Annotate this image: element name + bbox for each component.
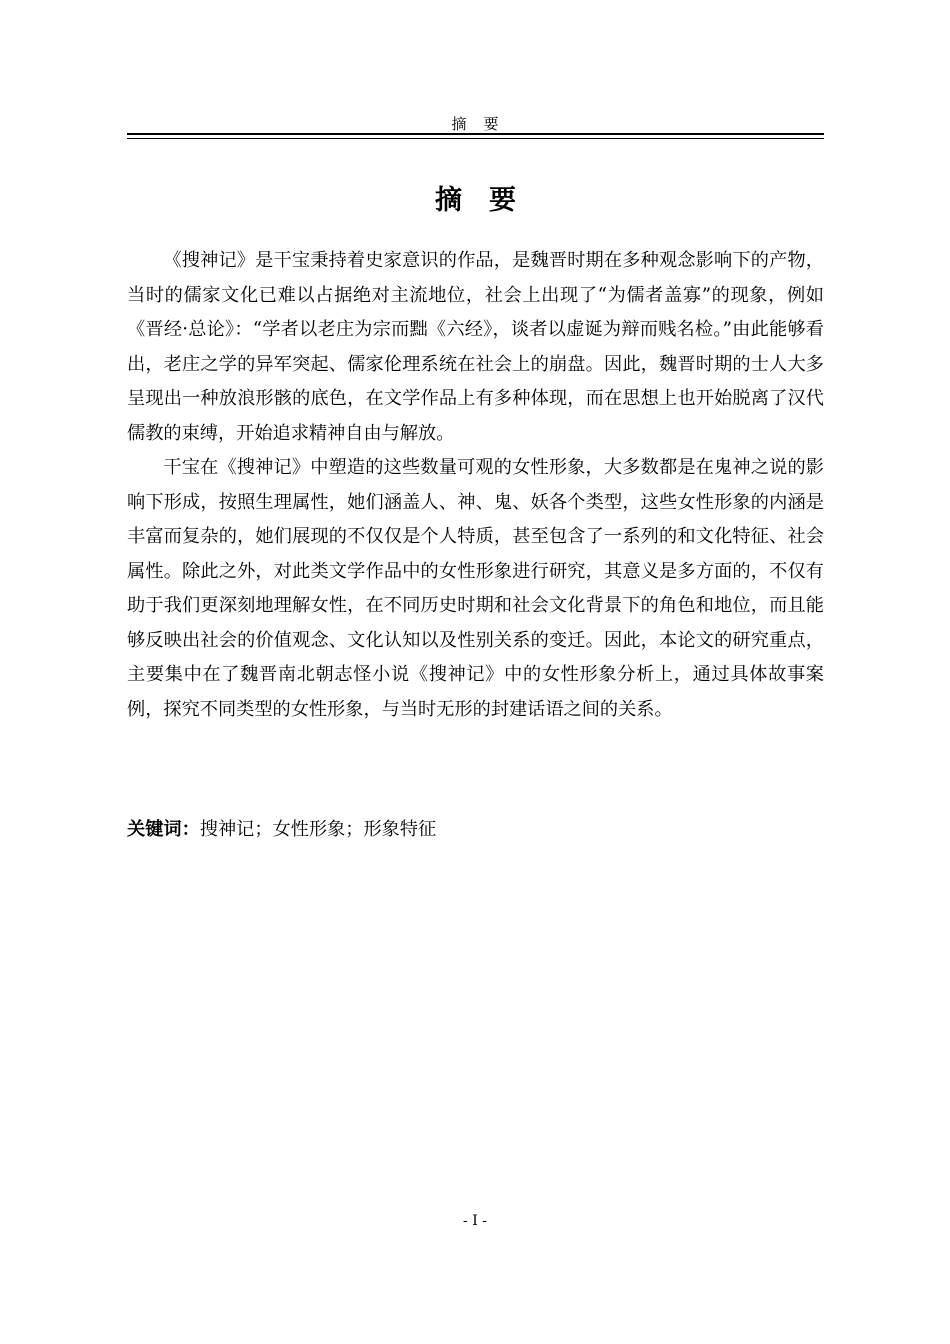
- abstract-paragraph-2: 干宝在《搜神记》中塑造的这些数量可观的女性形象，大多数都是在鬼神之说的影响下形成，按照生理属性，她们涵盖人、神、鬼、妖各个类型，这些女性形象的内涵是丰富而复杂的，她们展现的不仅仅是个人特质，甚至包含了一系列的和文化特征、社会属性。除此之外，对此类文学作品中的女性形象进行研究，其意义是多方面的，不仅有助于我们更深刻地理解女性，在不同历史时期和社会文化背景下的角色和地位，而且能够反映出社会的价值观念、文化认知以及性别关系的变迁。因此，本论文的研究重点，主要集中在了魏晋南北朝志怪小说《搜神记》中的女性形象分析上，通过具体故事案例，探究不同类型的女性形象，与当时无形的封建话语之间的关系。: [127, 457, 824, 720]
- keywords-line: [127, 813, 824, 847]
- page-number: - I -: [463, 1213, 487, 1229]
- header-rule-thin: [127, 138, 824, 139]
- header-rule: [127, 133, 824, 135]
- keywords-text: 搜神记；女性形象；形象特征: [199, 819, 437, 840]
- running-header: 摘 要: [451, 115, 500, 133]
- keywords-label: 关键词：: [127, 819, 200, 840]
- abstract-body: [127, 244, 824, 727]
- abstract-paragraph-1: 《搜神记》是干宝秉持着史家意识的作品，是魏晋时期在多种观念影响下的产物，当时的儒家文化已难以占据绝对主流地位，社会上出现了“为儒者盖寡”的现象，例如《晋经·总论》：“学者以老庄为宗而黜《六经》，谈者以虚诞为辩而贱名检。”由此能够看出，老庄之学的异军突起、儒家伦理系统在社会上的崩盘。因此，魏晋时期的士人大多呈现出一种放浪形骸的底色，在文学作品上有多种体现，而在思想上也开始脱离了汉代儒教的束缚，开始追求精神自由与解放。: [127, 250, 824, 444]
- abstract-title: 摘 要: [435, 185, 516, 216]
